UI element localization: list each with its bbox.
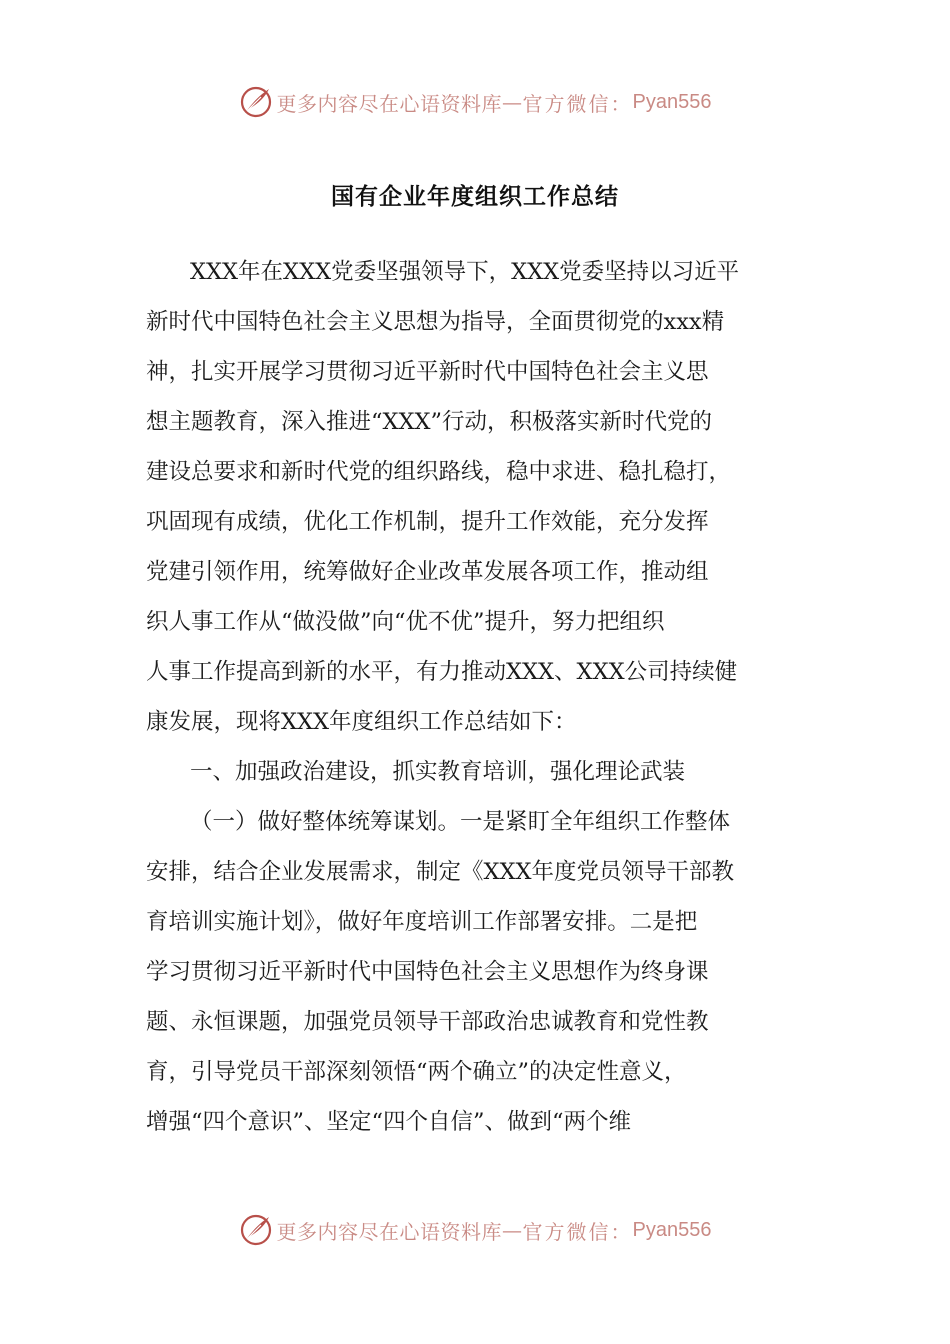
- document-body: [146, 247, 810, 1147]
- body-line: 安排，结合企业发展需求，制定《XXX年度党员领导干部教: [146, 859, 735, 885]
- banner-slogan: 更多内容尽在心语资料库: [276, 1219, 503, 1244]
- document-title: 国有企业年度组织工作总结: [331, 184, 619, 210]
- quill-logo-icon: [239, 1213, 273, 1247]
- body-line: 新时代中国特色社会主义思想为指导，全面贯彻党的xxx精: [146, 309, 725, 335]
- quill-logo-icon: [239, 85, 273, 119]
- section-heading: 一、加强政治建设，抓实教育培训，强化理论武装: [190, 759, 686, 785]
- banner-dash: —: [502, 1218, 523, 1242]
- header-banner: [0, 80, 950, 124]
- banner-wechat-label: 官方微信：: [522, 1219, 633, 1244]
- body-line: 织人事工作从“做没做”向“优不优”提升，努力把组织: [146, 609, 665, 635]
- body-line: 题、永恒课题，加强党员领导干部政治忠诚教育和党性教: [146, 1009, 709, 1035]
- banner-slogan: 更多内容尽在心语资料库: [276, 91, 503, 116]
- body-line: 想主题教育，深入推进“XXX”行动，积极落实新时代党的: [146, 409, 713, 435]
- body-line: 人事工作提高到新的水平，有力推动XXX、XXX公司持续健: [146, 659, 738, 685]
- banner-wechat-id: Pyan556: [632, 1218, 712, 1241]
- body-line: 育，引导党员干部深刻领悟“两个确立”的决定性意义，: [146, 1059, 687, 1085]
- body-line: 巩固现有成绩，优化工作机制，提升工作效能，充分发挥: [146, 509, 709, 535]
- body-line: XXX年在XXX党委坚强领导下，XXX党委坚持以习近平: [190, 259, 740, 285]
- body-line: 神，扎实开展学习贯彻习近平新时代中国特色社会主义思: [146, 359, 709, 385]
- body-line: 育培训实施计划》，做好年度培训工作部署安排。二是把: [146, 909, 698, 935]
- body-line: 党建引领作用，统筹做好企业改革发展各项工作，推动组: [146, 559, 709, 585]
- body-line: 康发展，现将XXX年度组织工作总结如下：: [146, 709, 577, 735]
- banner-dash: —: [502, 90, 523, 114]
- body-line: （一）做好整体统筹谋划。一是紧盯全年组织工作整体: [190, 809, 731, 835]
- banner-wechat-id: Pyan556: [632, 90, 712, 113]
- body-line: 学习贯彻习近平新时代中国特色社会主义思想作为终身课: [146, 959, 709, 985]
- footer-banner: [0, 1208, 950, 1252]
- body-line: 增强“四个意识”、坚定“四个自信”、做到“两个维: [146, 1109, 632, 1135]
- body-line: 建设总要求和新时代党的组织路线，稳中求进、稳扎稳打，: [146, 459, 732, 485]
- banner-wechat-label: 官方微信：: [522, 91, 633, 116]
